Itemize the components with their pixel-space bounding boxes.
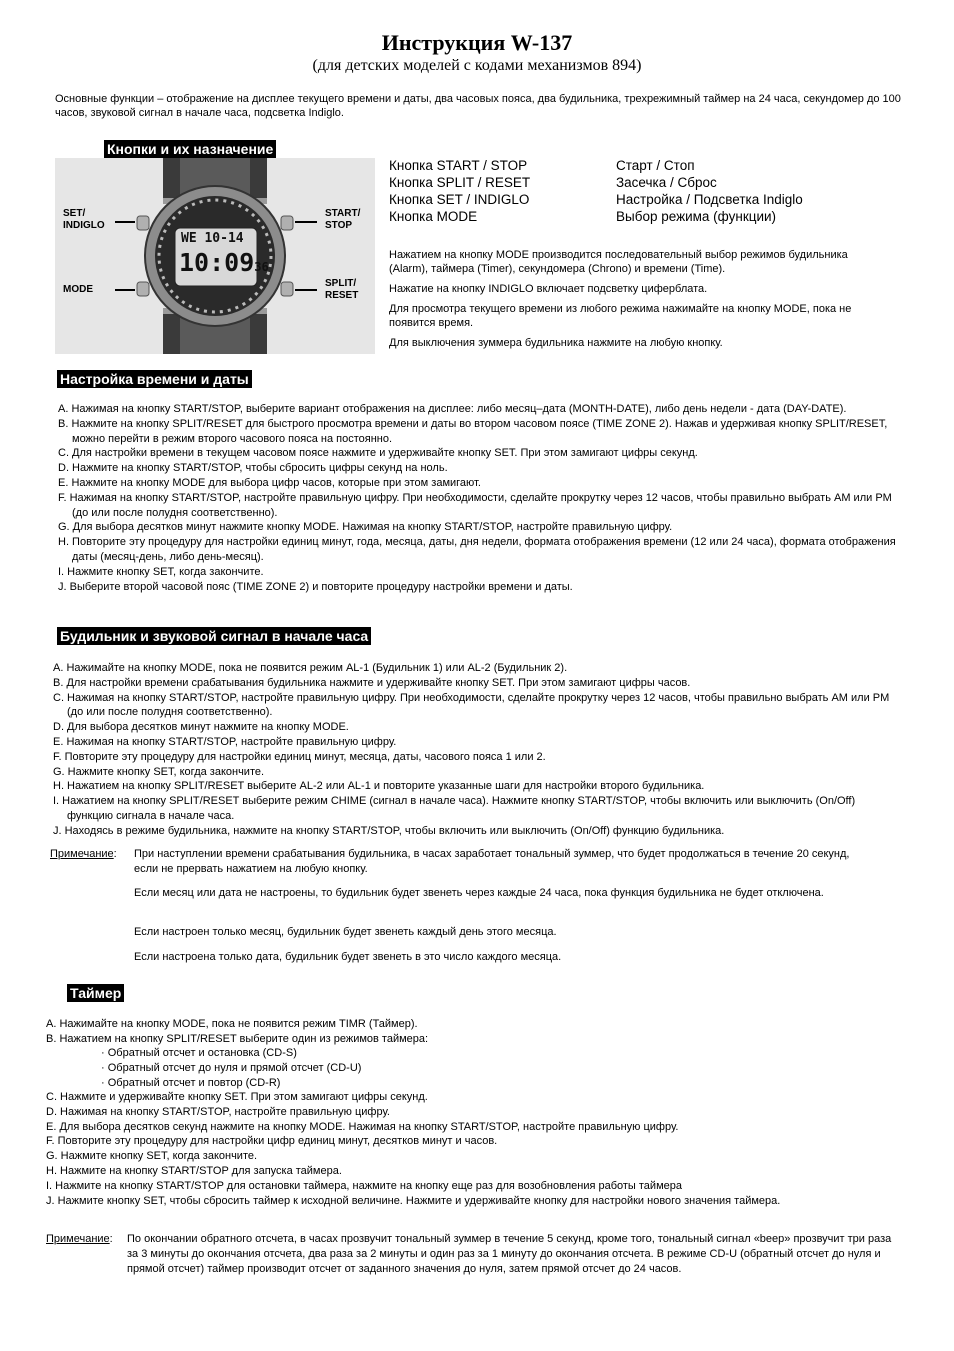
section-header-time: Настройка времени и даты (57, 370, 252, 388)
display-day-date: WE 10-14 (181, 231, 244, 246)
button-row: Кнопка SPLIT / RESET Засечка / Сброс (389, 175, 717, 190)
section-header-alarm: Будильник и звуковой сигнал в начале часа (57, 627, 371, 645)
timer-note-label: Примечание: (46, 1233, 113, 1245)
list-item: G. Для выбора десятков минут нажмите кнопку MODE. Нажимая на кнопку START/STOP, настройте правильную цифру. (58, 521, 673, 534)
section-header-timer: Таймер (67, 984, 124, 1002)
alarm-note-text: Если месяц или дата не настроены, то будильник будет звенеть через каждые 24 часа, пока функция будильника не будет отключена. (134, 887, 824, 899)
list-item: C. Для настройки времени в текущем часовом поясе нажмите и удерживайте кнопку SET. При этом замигают цифры секунд. (58, 447, 698, 460)
note-paragraph: Для выключения зуммера будильника нажмите на любую кнопку. (389, 337, 723, 349)
display-time: 10:0936 (179, 248, 269, 277)
list-item: · Обратный отсчет и остановка (CD-S) (101, 1047, 297, 1059)
list-item: B. Нажатием на кнопку SPLIT/RESET выберите один из режимов таймера: (46, 1032, 429, 1045)
section-header-buttons: Кнопки и их назначение (104, 140, 276, 158)
page-subtitle: (для детских моделей с кодами механизмов 894) (312, 57, 642, 74)
list-item: · Обратный отсчет и повтор (CD-R) (101, 1076, 281, 1089)
buttons-notes (389, 248, 889, 356)
list-item: E. Для выбора десятков секунд нажмите на кнопку MODE. Нажимая на кнопку START/STOP, настройте правильную цифру. (46, 1120, 679, 1133)
list-item: F. Повторите эту процедуру для настройки цифр единиц минут, десятков минут и часов. (46, 1135, 498, 1148)
list-item: G. Нажмите кнопку SET, когда закончите. (46, 1150, 258, 1163)
alarm-note-text: При наступлении времени срабатывания будильника, в часах заработает тональный зуммер, что будет продолжаться в течение 20 секунд, если не прервать нажатием на любую кнопку. (134, 848, 850, 875)
note-paragraph: Для просмотра текущего времени из любого режима нажимайте на кнопку MODE, пока не появится время. (389, 303, 852, 329)
list-item: D. Для выбора десятков минут нажмите на кнопку MODE. (53, 721, 349, 734)
label-mode: MODE (63, 284, 93, 295)
list-item: A. Нажимайте на кнопку MODE, пока не появится режим TIMR (Таймер). (46, 1018, 418, 1030)
button-row: Кнопка START / STOP Старт / Стоп (389, 158, 695, 173)
list-item: B. Нажмите на кнопку SPLIT/RESET для быстрого просмотра времени и даты во втором часовом поясе (TIME ZONE 2). Нажав и удерживая кнопку SPLIT/RESET, можно перейти в режим второго часового пояса на постоянно. (58, 417, 888, 445)
timer-note-text: По окончании обратного отсчета, в часах прозвучит тональный зуммер в течение 5 секунд, кроме того, тональный сигнал «beep» прозвучит три раза за 3 минуты до окончания отсчета, два раза за 2 минуты и один раз за 1 минуту до окончания отсчета. В режиме CD-U (обратный отсчет до нуля и прямой отсчет) таймер производит отсчет от заданного значения до нуля, затем прямой отсчет до 24 часов. (127, 1233, 892, 1275)
list-item: J. Нажмите кнопку SET, чтобы сбросить таймер к исходной величине. Нажмите и удерживайте кнопку для настройки нового значения таймера. (46, 1194, 781, 1207)
timer-steps-list-a (46, 1017, 896, 1047)
list-item: H. Нажмите на кнопку START/STOP для запуска таймера. (46, 1164, 342, 1177)
list-item: C. Нажмите и удерживайте кнопку SET. При этом замигают цифры секунд. (46, 1091, 428, 1103)
alarm-note-label: Примечание: (50, 848, 117, 860)
list-item: · Обратный отсчет до нуля и прямой отсчет (CD-U) (101, 1061, 362, 1074)
list-item: H. Повторите эту процедуру для настройки единиц минут, года, месяца, даты, дня недели, формата отображения времени (12 или 24 часа), формата отображения даты (месяц-день, либо день-месяц). (58, 536, 896, 563)
timer-modes-list (101, 1046, 361, 1090)
time-steps-list (58, 402, 903, 594)
list-item: E. Нажмите на кнопку MODE для выбора цифр часов, которые при этом замигают. (58, 476, 481, 489)
alarm-steps-list (53, 661, 903, 839)
label-start-stop: START/ STOP (325, 208, 361, 231)
note-paragraph: Нажатие на кнопку INDIGLO включает подсветку циферблата. (389, 283, 708, 295)
label-set-indiglo: SET/ INDIGLO (63, 208, 105, 231)
list-item: A. Нажимая на кнопку START/STOP, выберите вариант отображения на дисплее: либо месяц–дата (MONTH-DATE), либо день недели - дата (DAY-DATE). (58, 403, 847, 415)
timer-steps-list-b (46, 1090, 896, 1208)
list-item: E. Нажимая на кнопку START/STOP, настройте правильную цифру. (53, 735, 397, 748)
list-item: H. Нажатием на кнопку SPLIT/RESET выберите AL-2 или AL-1 и повторите указанные шаги для настройки второго будильника. (53, 780, 705, 793)
button-row: Кнопка MODE Выбор режима (функции) (389, 209, 777, 224)
list-item: I. Нажмите кнопку SET, когда закончите. (58, 565, 264, 578)
list-item: A. Нажимайте на кнопку MODE, пока не появится режим AL-1 (Будильник 1) или AL-2 (Будильник 2). (53, 662, 568, 674)
list-item: F. Повторите эту процедуру для настройки единиц минут, месяца, даты, часового пояса 1 или 2. (53, 750, 546, 763)
intro-text: Основные функции – отображение на дисплее текущего времени и даты, два часовых пояса, два будильника, трехрежимный таймер на 24 часа, секундомер до 100 часов, звуковой сигнал в начале часа, подсветка Indiglo. (55, 93, 901, 119)
button-row: Кнопка SET / INDIGLO Настройка / Подсветка Indiglo (389, 192, 803, 207)
list-item: F. Нажимая на кнопку START/STOP, настройте правильную цифру. При необходимости, сделайте прокрутку через 12 часов, чтобы правильно выбрать AM или PM (до или после полудня соответственно). (58, 491, 892, 519)
list-item: I. Нажмите на кнопку START/STOP для остановки таймера, нажмите на кнопку еще раз для возобновления работы таймера (46, 1179, 682, 1192)
note-paragraph: Нажатием на кнопку MODE производится последовательный выбор режимов будильника (Alarm), таймера (Timer), секундомера (Chrono) и времени (Time). (389, 249, 848, 275)
alarm-note-text: Если настроена только дата, будильник будет звенеть в это число каждого месяца. (134, 951, 562, 963)
list-item: I. Нажатием на кнопку SPLIT/RESET выберите режим CHIME (сигнал в начале часа). Нажмите кнопку START/STOP, чтобы включить или выключить (On/Off) функцию сигнала в начале часа. (53, 795, 856, 822)
label-split-reset: SPLIT/ RESET (325, 278, 359, 301)
buttons-table (389, 157, 803, 225)
watch-illustration (55, 158, 375, 354)
list-item: C. Нажимая на кнопку START/STOP, настройте правильную цифру. При необходимости, сделайте прокрутку через 12 часов, чтобы правильно выбрать AM или PM (до или после полудня соответственно). (53, 691, 890, 719)
list-item: D. Нажмите на кнопку START/STOP, чтобы сбросить цифры секунд на ноль. (58, 462, 448, 475)
list-item: J. Находясь в режиме будильника, нажмите на кнопку START/STOP, чтобы включить или выключить (On/Off) функцию будильника. (53, 824, 725, 837)
alarm-note-text: Если настроен только месяц, будильник будет звенеть каждый день этого месяца. (134, 926, 557, 938)
list-item: D. Нажимая на кнопку START/STOP, настройте правильную цифру. (46, 1105, 390, 1118)
list-item: G. Нажмите кнопку SET, когда закончите. (53, 765, 265, 778)
list-item: B. Для настройки времени срабатывания будильника нажмите и удерживайте кнопку SET. При этом замигают цифры часов. (53, 676, 691, 689)
list-item: J. Выберите второй часовой пояс (TIME ZONE 2) и повторите процедуру настройки времени и даты. (58, 580, 573, 593)
page-title: Инструкция W-137 (381, 30, 573, 55)
